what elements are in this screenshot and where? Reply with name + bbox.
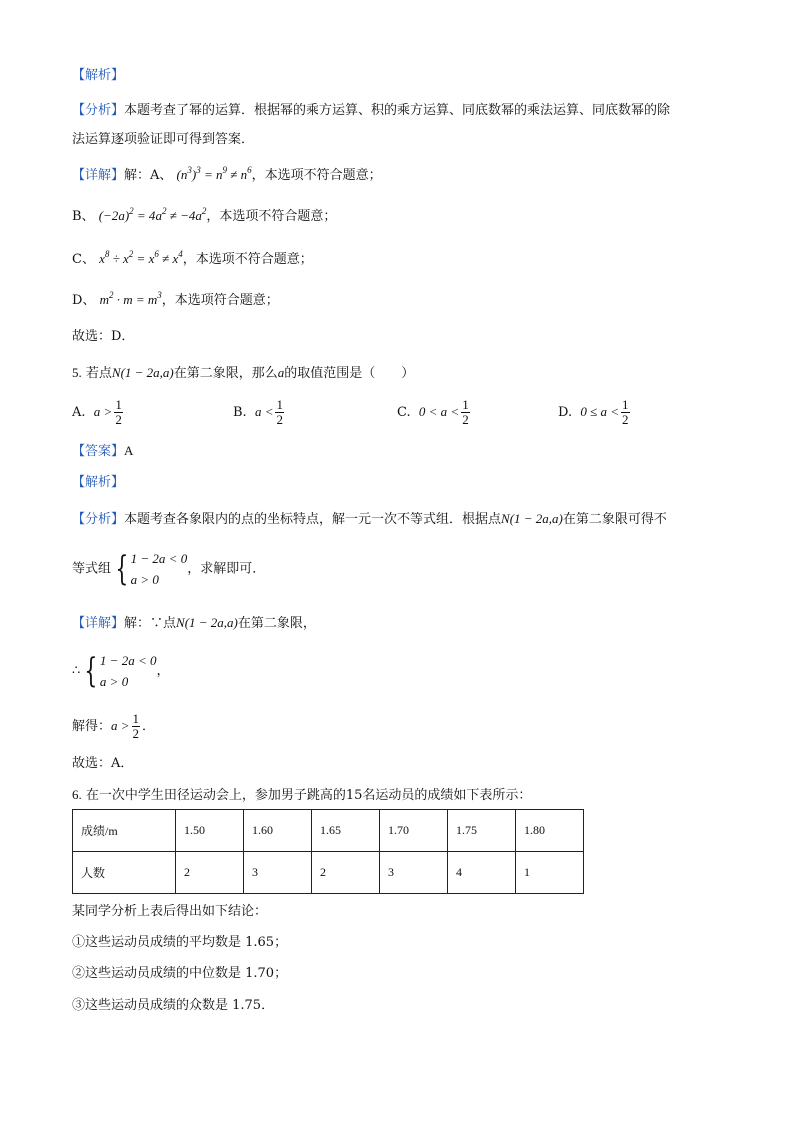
- table-row: 成绩/m 1.50 1.60 1.65 1.70 1.75 1.80: [73, 810, 584, 852]
- formula-b: $(-2a)^2 = 4a^2 \ne -4a^2$: [98, 206, 207, 223]
- section-tag-jiexi: 【解析】: [72, 68, 125, 83]
- option-d-line: D、 $m^2 \cdot m = m^3$，本选项符合题意；: [72, 290, 279, 308]
- conclusion-d: 故选：D．: [72, 329, 135, 344]
- question-6-stem: 6. 在一次中学生田径运动会上，参加男子跳高的15名运动员的成绩如下表所示：: [72, 787, 532, 803]
- option-c-line: C、 $x^8 \div x^2 = x^6 \ne x^4$，本选项不符合题意；: [72, 249, 313, 267]
- therefore-line: ∴ { 1 − 2a < 0 a > 0 ，: [72, 651, 170, 691]
- analysis-a-line2: 法运算逐项验证即可得到答案．: [72, 132, 255, 147]
- score-table: [72, 809, 584, 894]
- formula-a: $(n^3)^3 = n^9 \ne n^6$: [176, 165, 252, 182]
- q5-option-c[interactable]: C. 0 < a < $\frac{1}{2}$: [397, 397, 469, 427]
- question-5-stem: 5. 若点N(1 − 2a,a)在第二象限，那么a的取值范围是（ ）: [72, 365, 415, 381]
- q5-option-d[interactable]: D. 0 ≤ a < $\frac{1}{2}$: [558, 397, 629, 427]
- section-tag-jiexi-2: 【解析】: [72, 475, 125, 490]
- q6-intro: 某同学分析上表后得出如下结论：: [72, 904, 268, 919]
- solve-line: 解得：a > $\frac{1}{2}$ ．: [72, 711, 156, 741]
- q5-option-a[interactable]: A. a > $\frac{1}{2}$: [72, 397, 122, 427]
- q6-statement-3: ③这些运动员成绩的众数是 1.75．: [72, 998, 275, 1013]
- formula-d: $m^2 \cdot m = m^3$: [99, 290, 162, 307]
- detail-a-line: 【详解】解：A、 $(n^3)^3 = n^9 \ne n^6$，本选项不符合题意；: [72, 165, 382, 183]
- analysis-b-line1: 【分析】本题考查各象限内的点的坐标特点，解一元一次不等式组．根据点N(1 − 2a,a)在第二象限可得不: [72, 511, 667, 527]
- table-row: 人数 2 3 2 3 4 1: [73, 852, 584, 894]
- detail-b-line: 【详解】解：∵点N(1 − 2a,a)在第二象限，: [72, 615, 316, 631]
- q6-statement-1: ①这些运动员成绩的平均数是 1.65；: [72, 935, 288, 950]
- conclusion-a: 故选：A．: [72, 756, 134, 771]
- inequality-system: { 1 − 2a < 0 a > 0: [115, 549, 188, 589]
- q5-option-b[interactable]: B. a < $\frac{1}{2}$: [233, 397, 283, 427]
- answer-line: 【答案】A: [72, 443, 134, 459]
- analysis-a-line1: 【分析】本题考查了幂的运算．根据幂的乘方运算、积的乘方运算、同底数幂的乘法运算、同底数幂的除: [72, 103, 671, 118]
- formula-c: $x^8 \div x^2 = x^6 \ne x^4$: [99, 249, 183, 266]
- analysis-b-line2: 等式组 { 1 − 2a < 0 a > 0 ，求解即可．: [72, 549, 266, 589]
- inequality-system-2: { 1 − 2a < 0 a > 0: [84, 651, 157, 691]
- option-b-line: B、 $(-2a)^2 = 4a^2 \ne -4a^2$，本选项不符合题意；: [72, 206, 337, 224]
- q6-statement-2: ②这些运动员成绩的中位数是 1.70；: [72, 966, 288, 981]
